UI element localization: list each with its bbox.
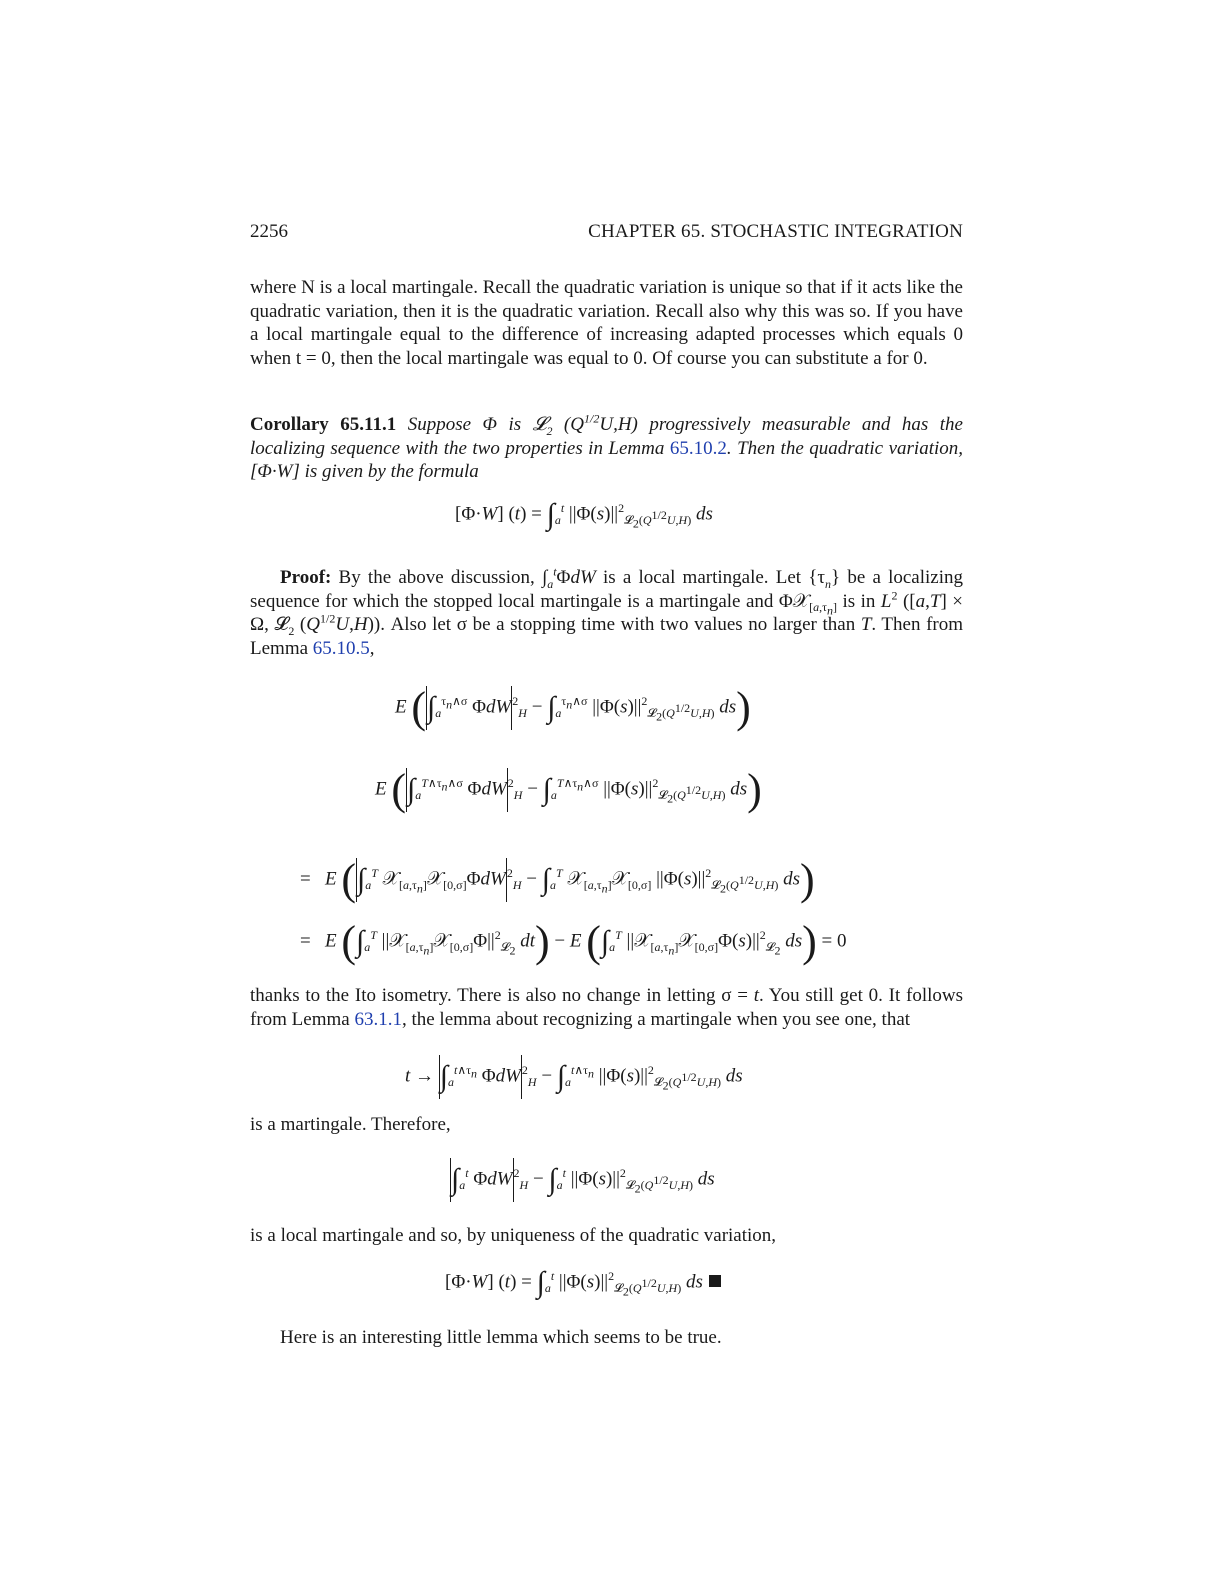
paragraph-local-martingale: is a local martingale and so, by uniqueness of the quadratic variation,	[250, 1225, 777, 1246]
proof-paragraph: Proof: By the above discussion, $\int_a^t\Phi dW$ is a local martingale. Let $\{\tau_n\}$ be a localizing sequence for which the stopped local martingale is a martingale and Φ𝒳$_{[a,\tau_n]}$ is in $L^2$ ([a,T] × Ω, 𝓛$_2$ $(Q^{1/2}U,H)$). Also let σ be a stopping time with two values no larger than T. Then from Lemma 65.10.5,	[250, 564, 964, 659]
lemma-link-63-1-1[interactable]: 63.1.1	[354, 1008, 402, 1030]
closing-sentence: Here is an interesting little lemma which seems to be true.	[280, 1327, 722, 1348]
display-expectation-2: E ($\int_a^{T\wedge\tau_n\wedge\sigma}$ $\Phi dW^2_H - \int_a^{T\wedge\tau_n\wedge\sigma}$ $||\Phi(s)||^2_{𝓛_2(Q^{1/2}U,H)}$ ds)	[375, 765, 762, 814]
lemma-link-65-10-5[interactable]: 65.10.5	[312, 637, 370, 659]
corollary-label: Corollary 65.11.1	[250, 414, 397, 435]
paragraph-ito-isometry: thanks to the Ito isometry. There is also no change in letting σ = t. You still get 0. It follows from Lemma 63.1.1, the lemma about recognizing a martingale when you see one, that	[250, 985, 963, 1030]
paragraph-is-martingale: is a martingale. Therefore,	[250, 1114, 451, 1135]
page	[250, 0, 963, 1584]
intro-paragraph: where N is a local martingale. Recall the quadratic variation is unique so that if it acts like the quadratic variation, then it is the quadratic variation. Recall also why this was so. If you have a local martingale equal to the difference of increasing adapted processes which equals 0 when t = 0, then the local martingale was equal to 0. Of course you can substitute a for 0.	[250, 277, 963, 369]
qed-square	[709, 1275, 721, 1287]
display-local-martingale: $\int_a^t$ $\Phi dW^2_H - \int_a^t$ $||\Phi(s)||^2_{𝓛_2(Q^{1/2}U,H)}$ ds	[450, 1158, 715, 1202]
display-expectation-4: = E ($\int_a^T$ $||𝒳_{[a,\tau_n]}𝒳_{[0,\sigma]}\Phi||^2_{𝓛_2}$ dt) − E ($\int_a^T$ $||𝒳_{[a,\tau_n]}𝒳_{[0,\sigma]}\Phi(s)||^2_{𝓛_2}$ ds) = 0	[300, 917, 847, 966]
chapter-title: CHAPTER 65. STOCHASTIC INTEGRATION	[588, 221, 963, 242]
proof-label: Proof:	[280, 567, 332, 588]
formula-quadratic-variation-final: [Φ·W] $(t) = \int_a^t$ $||\Phi(s)||^2_{𝓛_2(Q^{1/2}U,H)}$ ds	[445, 1268, 721, 1298]
display-martingale-map: $t \to \int_a^{t\wedge\tau_n}$ $\Phi dW^2_H - \int_a^{t\wedge\tau_n}$ $||\Phi(s)||^2_{𝓛_2(Q^{1/2}U,H)}$ ds	[405, 1055, 743, 1099]
lemma-link-65-10-2[interactable]: 65.10.2	[669, 437, 727, 459]
display-expectation-3: = E ($\int_a^T$ 𝒳$_{[a,\tau_n]}$𝒳$_{[0,\sigma]}$ΦdW$^2_H$ − $\int_a^T$ 𝒳$_{[a,\tau_n]}$𝒳$_{[0,\sigma]}$ $||\Phi(s)||^2_{𝓛_2(Q^{1/2}U,H)}$ ds)	[300, 855, 815, 904]
formula-quadratic-variation: [Φ·W] $(t) = \int_a^t$ $||\Phi(s)||^2_{𝓛_2(Q^{1/2}U,H)}$ ds	[455, 498, 713, 531]
page-number: 2256	[250, 221, 288, 242]
corollary: Corollary 65.11.1 Suppose Φ is 𝓛$_2$ $(Q^{1/2}U,H)$ progressively measurable and has the localizing sequence with the two properties in Lemma 65.10.2. Then the quadratic variation, [Φ·W] is given by the formula	[250, 411, 963, 483]
display-expectation-1: E ($\int_a^{\tau_n\wedge\sigma}$ $\Phi dW^2_H - \int_a^{\tau_n\wedge\sigma}$ $||\Phi(s)||^2_{𝓛_2(Q^{1/2}U,H)}$ ds)	[395, 683, 751, 732]
